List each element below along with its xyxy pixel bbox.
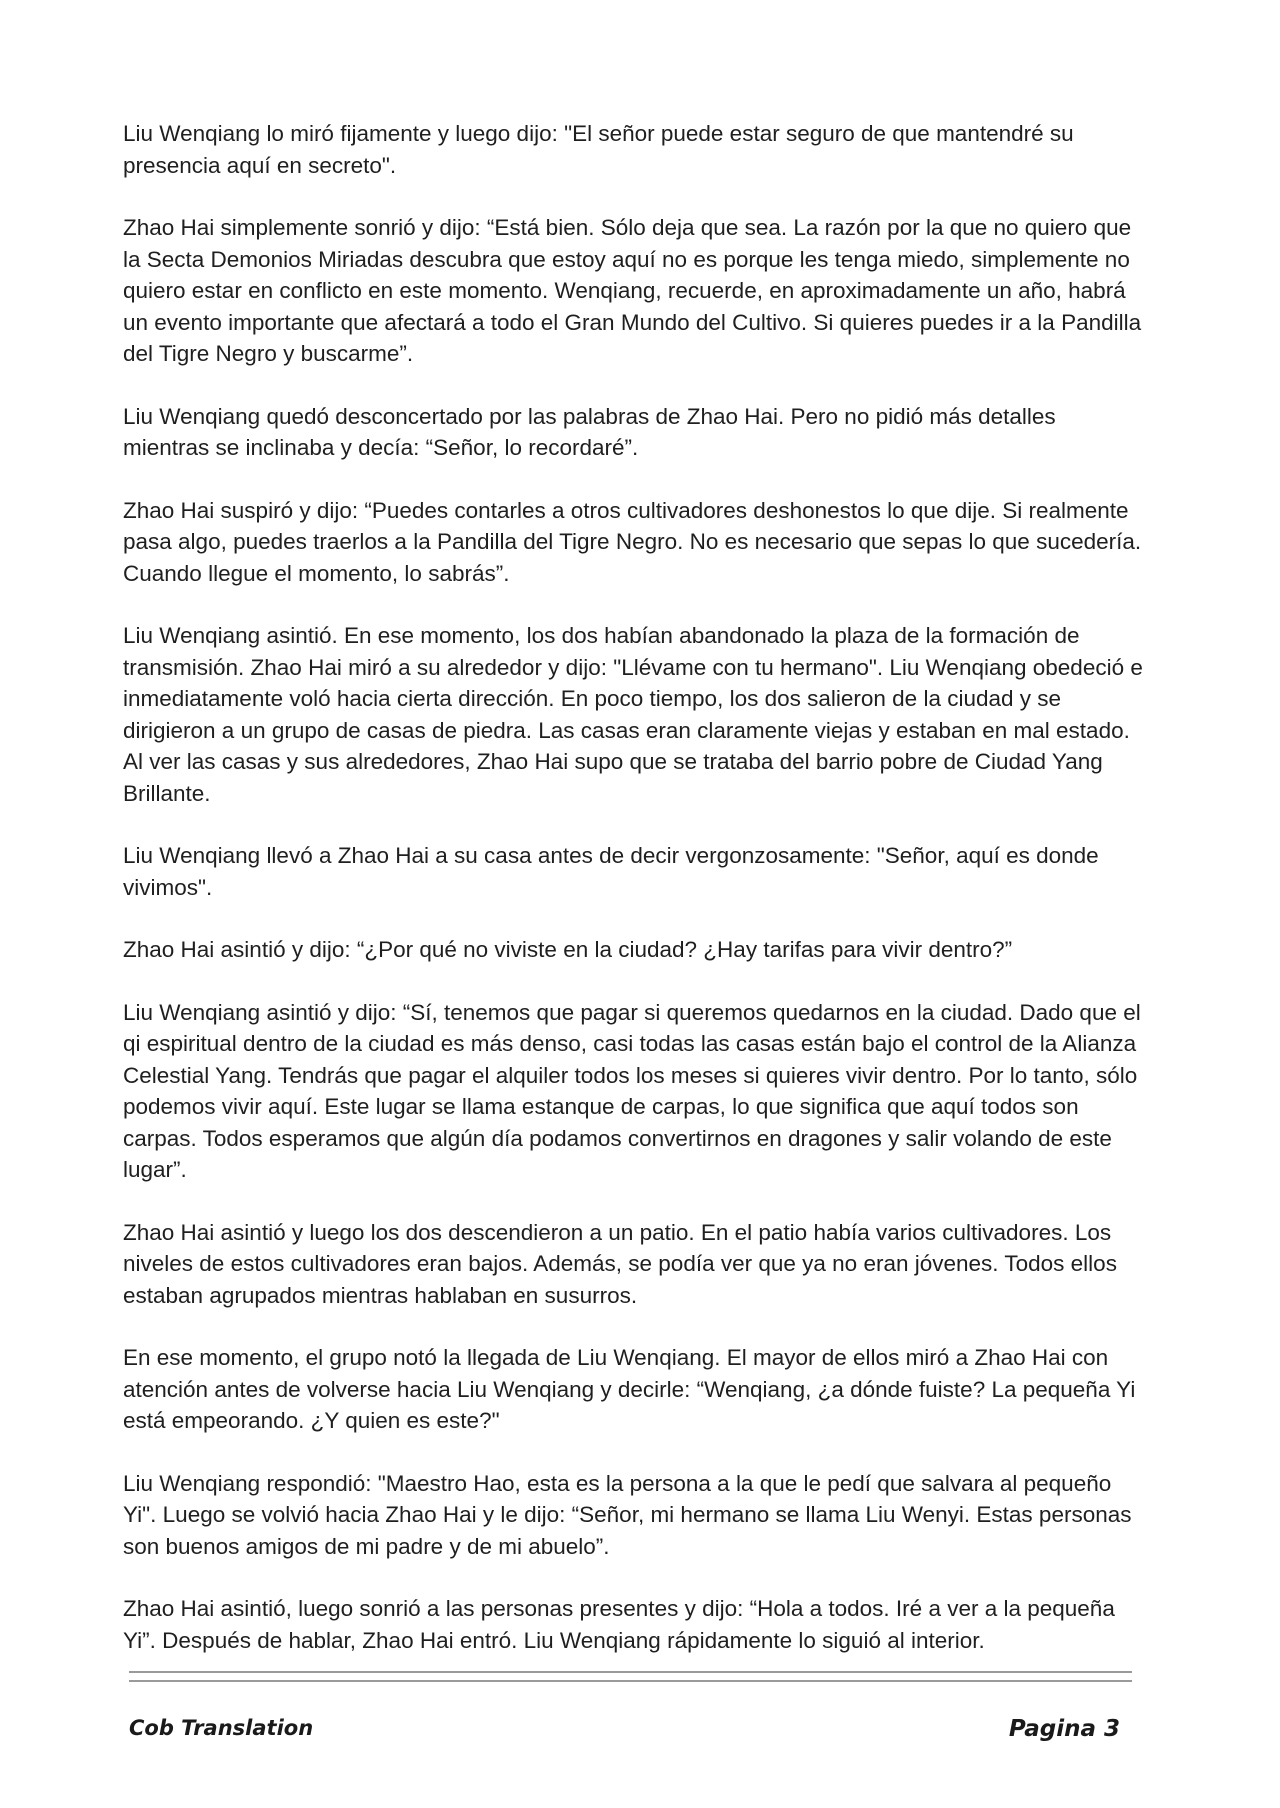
paragraph-2: Zhao Hai simplemente sonrió y dijo: “Está bien. Sólo deja que sea. La razón por la que no quiero que la Secta Demonios Miriadas descubra que estoy aquí no es porque les tenga miedo, simplemente no quiero estar en conflicto en este momento. Wenqiang, recuerde, en aproximadamente un año, habrá un evento importante que afectará a todo el Gran Mundo del Cultivo. Si quieres puedes ir a la Pandilla del Tigre Negro y buscarme”.	[123, 215, 1142, 366]
paragraph-4: Zhao Hai suspiró y dijo: “Puedes contarles a otros cultivadores deshonestos lo que dije. Si realmente pasa algo, puedes traerlos a la Pandilla del Tigre Negro. No es necesario que sepas lo que sucedería. Cuando llegue el momento, lo sabrás”.	[123, 497, 1142, 586]
paragraph-7: Zhao Hai asintió y dijo: “¿Por qué no viviste en la ciudad? ¿Hay tarifas para vivir dentro?”	[123, 937, 1013, 962]
paragraph-11: Liu Wenqiang respondió: "Maestro Hao, esta es la persona a la que le pedí que salvara al pequeño Yi". Luego se volvió hacia Zhao Hai y le dijo: “Señor, mi hermano se llama Liu Wenyi. Estas personas son buenos amigos de mi padre y de mi abuelo”.	[123, 1470, 1132, 1559]
paragraph-6: Liu Wenqiang llevó a Zhao Hai a su casa antes de decir vergonzosamente: "Señor, aquí es donde vivimos".	[123, 843, 1099, 900]
paragraph-3: Liu Wenqiang quedó desconcertado por las palabras de Zhao Hai. Pero no pidió más detalles mientras se inclinaba y decía: “Señor, lo recordaré”.	[123, 403, 1056, 460]
footer-page-number: Pagina 3	[1008, 1716, 1120, 1742]
paragraph-1: Liu Wenqiang lo miró fijamente y luego dijo: "El señor puede estar seguro de que mantendré su presencia aquí en secreto".	[123, 121, 1074, 178]
paragraph-9: Zhao Hai asintió y luego los dos descendieron a un patio. En el patio había varios cultivadores. Los niveles de estos cultivadores eran bajos. Además, se podía ver que ya no eran jóvenes. Todos ellos estaban agrupados mientras hablaban en susurros.	[123, 1219, 1117, 1308]
footer-publisher: Cob Translation	[129, 1716, 314, 1740]
paragraph-12: Zhao Hai asintió, luego sonrió a las personas presentes y dijo: “Hola a todos. Iré a ver a la pequeña Yi”. Después de hablar, Zhao Hai entró. Liu Wenqiang rápidamente lo siguió al interior.	[123, 1596, 1115, 1653]
paragraph-5: Liu Wenqiang asintió. En ese momento, los dos habían abandonado la plaza de la formación de transmisión. Zhao Hai miró a su alrededor y dijo: "Llévame con tu hermano". Liu Wenqiang obedeció e inmediatamente voló hacia cierta dirección. En poco tiempo, los dos salieron de la ciudad y se dirigieron a un grupo de casas de piedra. Las casas eran claramente viejas y estaban en mal estado. Al ver las casas y sus alrededores, Zhao Hai supo que se trataba del barrio pobre de Ciudad Yang Brillante.	[123, 623, 1143, 806]
footer-divider-bottom	[129, 1680, 1132, 1682]
footer-divider-top	[129, 1671, 1132, 1673]
paragraph-10: En ese momento, el grupo notó la llegada de Liu Wenqiang. El mayor de ellos miró a Zhao Hai con atención antes de volverse hacia Liu Wenqiang y decirle: “Wenqiang, ¿a dónde fuiste? La pequeña Yi está empeorando. ¿Y quien es este?"	[123, 1345, 1136, 1433]
page-body	[123, 118, 1143, 1687]
paragraph-8: Liu Wenqiang asintió y dijo: “Sí, tenemos que pagar si queremos quedarnos en la ciudad. Dado que el qi espiritual dentro de la ciudad es más denso, casi todas las casas están bajo el control de la Alianza Celestial Yang. Tendrás que pagar el alquiler todos los meses si quieres vivir dentro. Por lo tanto, sólo podemos vivir aquí. Este lugar se llama estanque de carpas, lo que significa que aquí todos son carpas. Todos esperamos que algún día podamos convertirnos en dragones y salir volando de este lugar”.	[123, 999, 1141, 1182]
